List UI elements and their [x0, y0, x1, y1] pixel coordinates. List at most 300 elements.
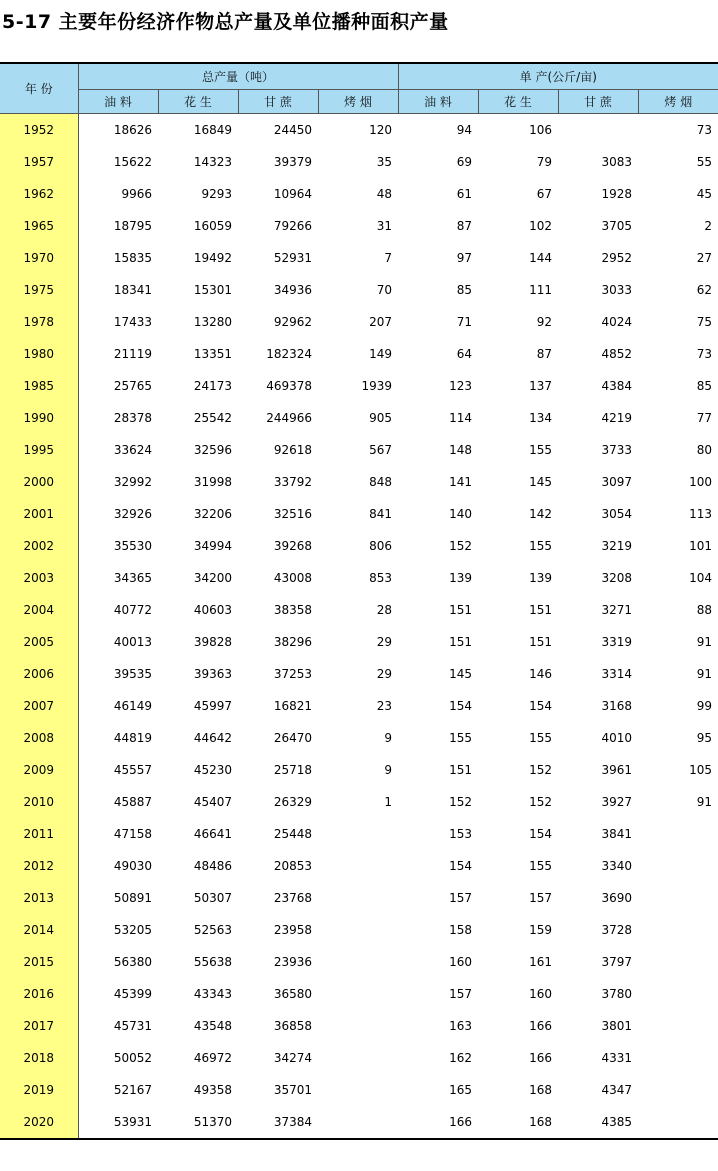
value-cell: 40603	[193, 603, 232, 617]
value-cell: 23	[376, 699, 393, 713]
col-header: 花 生	[158, 90, 238, 114]
table-row	[0, 242, 718, 274]
value-cell: 157	[449, 891, 473, 905]
year-cell: 2019	[0, 1074, 78, 1106]
col-header: 甘 蔗	[238, 90, 318, 114]
year-cell: 1990	[0, 402, 78, 434]
value-cell	[318, 914, 398, 946]
year-cell: 1985	[0, 370, 78, 402]
value-cell: 39828	[193, 635, 232, 649]
value-cell: 16821	[273, 699, 312, 713]
value-cell: 161	[529, 955, 553, 969]
value-cell: 3690	[601, 891, 633, 905]
value-cell: 162	[449, 1051, 473, 1065]
year-cell: 2010	[0, 786, 78, 818]
value-cell: 23936	[273, 955, 312, 969]
value-cell: 55638	[193, 955, 232, 969]
value-cell: 44819	[113, 731, 152, 745]
value-cell: 155	[529, 731, 553, 745]
value-cell: 24450	[273, 123, 312, 137]
value-cell: 25718	[273, 763, 312, 777]
value-cell: 155	[449, 731, 473, 745]
value-cell: 45	[696, 187, 713, 201]
table-row	[0, 114, 718, 147]
value-cell: 3208	[601, 571, 633, 585]
value-cell: 157	[449, 987, 473, 1001]
value-cell: 152	[449, 795, 473, 809]
table-row	[0, 594, 718, 626]
value-cell: 87	[536, 347, 553, 361]
value-cell: 16059	[193, 219, 232, 233]
value-cell: 142	[529, 507, 553, 521]
value-cell	[318, 978, 398, 1010]
value-cell	[638, 882, 718, 914]
col-header: 烤 烟	[318, 90, 398, 114]
value-cell: 43008	[273, 571, 312, 585]
value-cell: 34274	[273, 1051, 312, 1065]
value-cell: 97	[456, 251, 473, 265]
value-cell: 4331	[601, 1051, 633, 1065]
value-cell: 4010	[601, 731, 633, 745]
value-cell: 70	[376, 283, 393, 297]
value-cell: 166	[529, 1051, 553, 1065]
value-cell: 4385	[558, 1106, 638, 1139]
value-cell: 102	[529, 219, 553, 233]
value-cell: 841	[369, 507, 393, 521]
value-cell: 3841	[601, 827, 633, 841]
value-cell: 166	[529, 1019, 553, 1033]
value-cell: 39268	[273, 539, 312, 553]
value-cell: 25448	[273, 827, 312, 841]
value-cell: 19492	[193, 251, 232, 265]
value-cell: 3705	[601, 219, 633, 233]
value-cell: 4347	[601, 1083, 633, 1097]
value-cell: 69	[456, 155, 473, 169]
value-cell: 207	[369, 315, 393, 329]
value-cell	[638, 946, 718, 978]
col-header: 花 生	[478, 90, 558, 114]
table-row	[0, 850, 718, 882]
table-row	[0, 978, 718, 1010]
value-cell: 13351	[193, 347, 232, 361]
value-cell: 123	[449, 379, 473, 393]
value-cell: 55	[696, 155, 713, 169]
year-cell: 2007	[0, 690, 78, 722]
value-cell: 99	[696, 699, 713, 713]
value-cell: 39535	[113, 667, 152, 681]
table-row	[0, 210, 718, 242]
value-cell: 29	[376, 667, 393, 681]
value-cell: 33624	[113, 443, 152, 457]
value-cell: 18795	[113, 219, 152, 233]
value-cell: 33792	[273, 475, 312, 489]
table-row	[0, 1106, 718, 1139]
year-cell: 2009	[0, 754, 78, 786]
value-cell: 31998	[193, 475, 232, 489]
value-cell: 101	[689, 539, 713, 553]
value-cell: 154	[449, 859, 473, 873]
value-cell: 26470	[273, 731, 312, 745]
value-cell: 35530	[113, 539, 152, 553]
value-cell: 21119	[113, 347, 152, 361]
value-cell: 56380	[113, 955, 152, 969]
value-cell: 53931	[78, 1106, 158, 1139]
value-cell: 15835	[113, 251, 152, 265]
table-row	[0, 914, 718, 946]
year-cell: 1995	[0, 434, 78, 466]
value-cell: 120	[369, 123, 393, 137]
value-cell: 27	[696, 251, 713, 265]
value-cell: 50891	[113, 891, 152, 905]
value-cell	[638, 1106, 718, 1139]
value-cell: 3033	[601, 283, 633, 297]
value-cell	[638, 850, 718, 882]
value-cell: 73	[696, 347, 713, 361]
value-cell: 16849	[193, 123, 232, 137]
value-cell: 91	[696, 635, 713, 649]
table-row	[0, 306, 718, 338]
value-cell: 154	[449, 699, 473, 713]
value-cell: 4852	[601, 347, 633, 361]
value-cell: 155	[529, 443, 553, 457]
value-cell: 67	[536, 187, 553, 201]
year-cell: 2016	[0, 978, 78, 1010]
year-cell: 2014	[0, 914, 78, 946]
value-cell: 182324	[266, 347, 312, 361]
table-row	[0, 146, 718, 178]
page-title: 5-17 主要年份经济作物总产量及单位播种面积产量	[2, 11, 449, 33]
table-row	[0, 562, 718, 594]
value-cell: 37384	[238, 1106, 318, 1139]
year-cell: 1965	[0, 210, 78, 242]
value-cell	[638, 978, 718, 1010]
total-output-header: 总产量（吨）	[78, 63, 398, 90]
value-cell: 88	[696, 603, 713, 617]
value-cell: 24173	[193, 379, 232, 393]
value-cell: 3319	[601, 635, 633, 649]
col-header: 油 料	[398, 90, 478, 114]
value-cell: 91	[696, 795, 713, 809]
year-cell: 2015	[0, 946, 78, 978]
value-cell: 3797	[601, 955, 633, 969]
value-cell: 9293	[201, 187, 232, 201]
value-cell: 39363	[193, 667, 232, 681]
value-cell: 52563	[193, 923, 232, 937]
table-row	[0, 466, 718, 498]
table-row	[0, 626, 718, 658]
value-cell: 61	[456, 187, 473, 201]
year-cell: 1970	[0, 242, 78, 274]
value-cell: 18626	[113, 123, 152, 137]
value-cell: 151	[529, 635, 553, 649]
value-cell: 244966	[266, 411, 312, 425]
value-cell: 853	[369, 571, 393, 585]
value-cell: 13280	[193, 315, 232, 329]
value-cell	[638, 914, 718, 946]
value-cell: 151	[449, 763, 473, 777]
year-cell: 2000	[0, 466, 78, 498]
value-cell: 62	[696, 283, 713, 297]
table-row	[0, 1010, 718, 1042]
value-cell: 36858	[273, 1019, 312, 1033]
value-cell: 77	[696, 411, 713, 425]
year-header: 年 份	[0, 63, 78, 114]
value-cell: 92618	[273, 443, 312, 457]
value-cell: 45731	[113, 1019, 152, 1033]
col-header: 油 料	[78, 90, 158, 114]
value-cell: 113	[689, 507, 713, 521]
value-cell: 15622	[113, 155, 152, 169]
value-cell: 3314	[601, 667, 633, 681]
value-cell: 3733	[601, 443, 633, 457]
value-cell: 43343	[193, 987, 232, 1001]
value-cell: 151	[449, 603, 473, 617]
year-cell: 2004	[0, 594, 78, 626]
value-cell: 152	[449, 539, 473, 553]
value-cell: 25765	[113, 379, 152, 393]
value-cell: 1939	[361, 379, 393, 393]
year-cell: 2011	[0, 818, 78, 850]
year-cell: 1980	[0, 338, 78, 370]
value-cell: 28	[376, 603, 393, 617]
value-cell: 3219	[601, 539, 633, 553]
value-cell: 145	[449, 667, 473, 681]
year-cell: 1978	[0, 306, 78, 338]
value-cell: 134	[529, 411, 553, 425]
value-cell: 151	[449, 635, 473, 649]
value-cell: 50052	[113, 1051, 152, 1065]
value-cell: 848	[369, 475, 393, 489]
value-cell: 45557	[113, 763, 152, 777]
table-row	[0, 1074, 718, 1106]
value-cell: 153	[449, 827, 473, 841]
value-cell: 100	[689, 475, 713, 489]
value-cell: 35	[376, 155, 393, 169]
value-cell: 114	[449, 411, 473, 425]
value-cell: 111	[529, 283, 553, 297]
year-cell: 2012	[0, 850, 78, 882]
value-cell: 64	[456, 347, 473, 361]
value-cell: 48	[376, 187, 393, 201]
value-cell: 18341	[113, 283, 152, 297]
value-cell: 106	[529, 123, 553, 137]
col-header: 烤 烟	[638, 90, 718, 114]
value-cell: 45887	[113, 795, 152, 809]
year-cell: 2002	[0, 530, 78, 562]
year-cell: 2013	[0, 882, 78, 914]
value-cell: 95	[696, 731, 713, 745]
value-cell: 44642	[193, 731, 232, 745]
value-cell: 34994	[193, 539, 232, 553]
value-cell: 104	[689, 571, 713, 585]
value-cell: 4024	[601, 315, 633, 329]
table-row	[0, 786, 718, 818]
value-cell: 71	[456, 315, 473, 329]
value-cell: 35701	[273, 1083, 312, 1097]
value-cell	[638, 1074, 718, 1106]
value-cell: 3054	[601, 507, 633, 521]
table-row	[0, 722, 718, 754]
value-cell: 45997	[193, 699, 232, 713]
value-cell: 3927	[601, 795, 633, 809]
value-cell: 40772	[113, 603, 152, 617]
value-cell: 155	[529, 859, 553, 873]
value-cell: 3340	[601, 859, 633, 873]
value-cell: 45230	[193, 763, 232, 777]
value-cell: 47158	[113, 827, 152, 841]
value-cell: 165	[449, 1083, 473, 1097]
value-cell: 4384	[601, 379, 633, 393]
value-cell: 10964	[273, 187, 312, 201]
value-cell: 34936	[273, 283, 312, 297]
table-row	[0, 178, 718, 210]
table-row	[0, 946, 718, 978]
value-cell: 905	[369, 411, 393, 425]
value-cell: 4219	[601, 411, 633, 425]
value-cell	[318, 818, 398, 850]
value-cell: 32596	[193, 443, 232, 457]
value-cell: 36580	[273, 987, 312, 1001]
value-cell: 159	[529, 923, 553, 937]
value-cell: 28378	[113, 411, 152, 425]
value-cell: 73	[696, 123, 713, 137]
year-cell: 2005	[0, 626, 78, 658]
value-cell: 91	[696, 667, 713, 681]
value-cell: 46641	[193, 827, 232, 841]
table-row	[0, 402, 718, 434]
value-cell: 46972	[193, 1051, 232, 1065]
value-cell: 160	[449, 955, 473, 969]
value-cell: 31	[376, 219, 393, 233]
value-cell: 45407	[193, 795, 232, 809]
table-row	[0, 1042, 718, 1074]
value-cell: 32516	[273, 507, 312, 521]
value-cell: 3801	[601, 1019, 633, 1033]
value-cell: 152	[529, 763, 553, 777]
value-cell: 806	[369, 539, 393, 553]
table-row	[0, 882, 718, 914]
value-cell: 32206	[193, 507, 232, 521]
value-cell: 52931	[273, 251, 312, 265]
value-cell: 48486	[193, 859, 232, 873]
value-cell: 469378	[266, 379, 312, 393]
table-row	[0, 498, 718, 530]
value-cell: 105	[689, 763, 713, 777]
value-cell: 152	[529, 795, 553, 809]
value-cell: 3961	[601, 763, 633, 777]
value-cell: 149	[369, 347, 393, 361]
value-cell: 52167	[113, 1083, 152, 1097]
table-row	[0, 818, 718, 850]
value-cell: 49030	[113, 859, 152, 873]
year-cell: 2006	[0, 658, 78, 690]
value-cell	[638, 818, 718, 850]
value-cell: 151	[529, 603, 553, 617]
table-row	[0, 658, 718, 690]
value-cell: 92962	[273, 315, 312, 329]
year-cell: 2003	[0, 562, 78, 594]
value-cell: 166	[398, 1106, 478, 1139]
value-cell: 80	[696, 443, 713, 457]
value-cell: 45399	[113, 987, 152, 1001]
value-cell: 79	[536, 155, 553, 169]
value-cell: 163	[449, 1019, 473, 1033]
value-cell: 154	[529, 827, 553, 841]
value-cell: 168	[529, 1083, 553, 1097]
value-cell: 94	[456, 123, 473, 137]
value-cell: 17433	[113, 315, 152, 329]
value-cell: 34365	[113, 571, 152, 585]
value-cell: 157	[529, 891, 553, 905]
value-cell: 46149	[113, 699, 152, 713]
value-cell	[318, 850, 398, 882]
value-cell: 40013	[113, 635, 152, 649]
value-cell: 160	[529, 987, 553, 1001]
value-cell: 139	[529, 571, 553, 585]
value-cell: 38358	[273, 603, 312, 617]
value-cell: 9	[384, 731, 393, 745]
value-cell	[558, 114, 638, 147]
value-cell: 23958	[273, 923, 312, 937]
table-row	[0, 690, 718, 722]
unit-output-header: 单 产(公斤/亩)	[398, 63, 718, 90]
year-cell: 2001	[0, 498, 78, 530]
table-row	[0, 338, 718, 370]
year-cell: 1962	[0, 178, 78, 210]
value-cell: 25542	[193, 411, 232, 425]
value-cell: 39379	[273, 155, 312, 169]
year-cell: 1975	[0, 274, 78, 306]
table-row	[0, 274, 718, 306]
value-cell: 38296	[273, 635, 312, 649]
value-cell: 137	[529, 379, 553, 393]
table-row	[0, 530, 718, 562]
value-cell: 1	[384, 795, 393, 809]
value-cell: 1928	[601, 187, 633, 201]
value-cell: 140	[449, 507, 473, 521]
value-cell: 49358	[193, 1083, 232, 1097]
year-cell: 2020	[0, 1106, 78, 1139]
value-cell: 3728	[601, 923, 633, 937]
value-cell: 9966	[121, 187, 152, 201]
value-cell: 139	[449, 571, 473, 585]
value-cell: 20853	[273, 859, 312, 873]
value-cell: 75	[696, 315, 713, 329]
value-cell: 85	[696, 379, 713, 393]
value-cell: 85	[456, 283, 473, 297]
value-cell: 155	[529, 539, 553, 553]
value-cell: 32926	[113, 507, 152, 521]
value-cell	[638, 1042, 718, 1074]
value-cell: 148	[449, 443, 473, 457]
crop-production-table	[0, 62, 718, 1140]
value-cell: 37253	[273, 667, 312, 681]
value-cell: 34200	[193, 571, 232, 585]
value-cell: 53205	[113, 923, 152, 937]
value-cell	[318, 1074, 398, 1106]
value-cell: 14323	[193, 155, 232, 169]
year-cell: 2008	[0, 722, 78, 754]
value-cell: 144	[529, 251, 553, 265]
value-cell	[318, 946, 398, 978]
value-cell: 2	[704, 219, 713, 233]
value-cell: 43548	[193, 1019, 232, 1033]
value-cell: 154	[529, 699, 553, 713]
value-cell: 141	[449, 475, 473, 489]
value-cell: 87	[456, 219, 473, 233]
year-cell: 2017	[0, 1010, 78, 1042]
value-cell: 26329	[273, 795, 312, 809]
